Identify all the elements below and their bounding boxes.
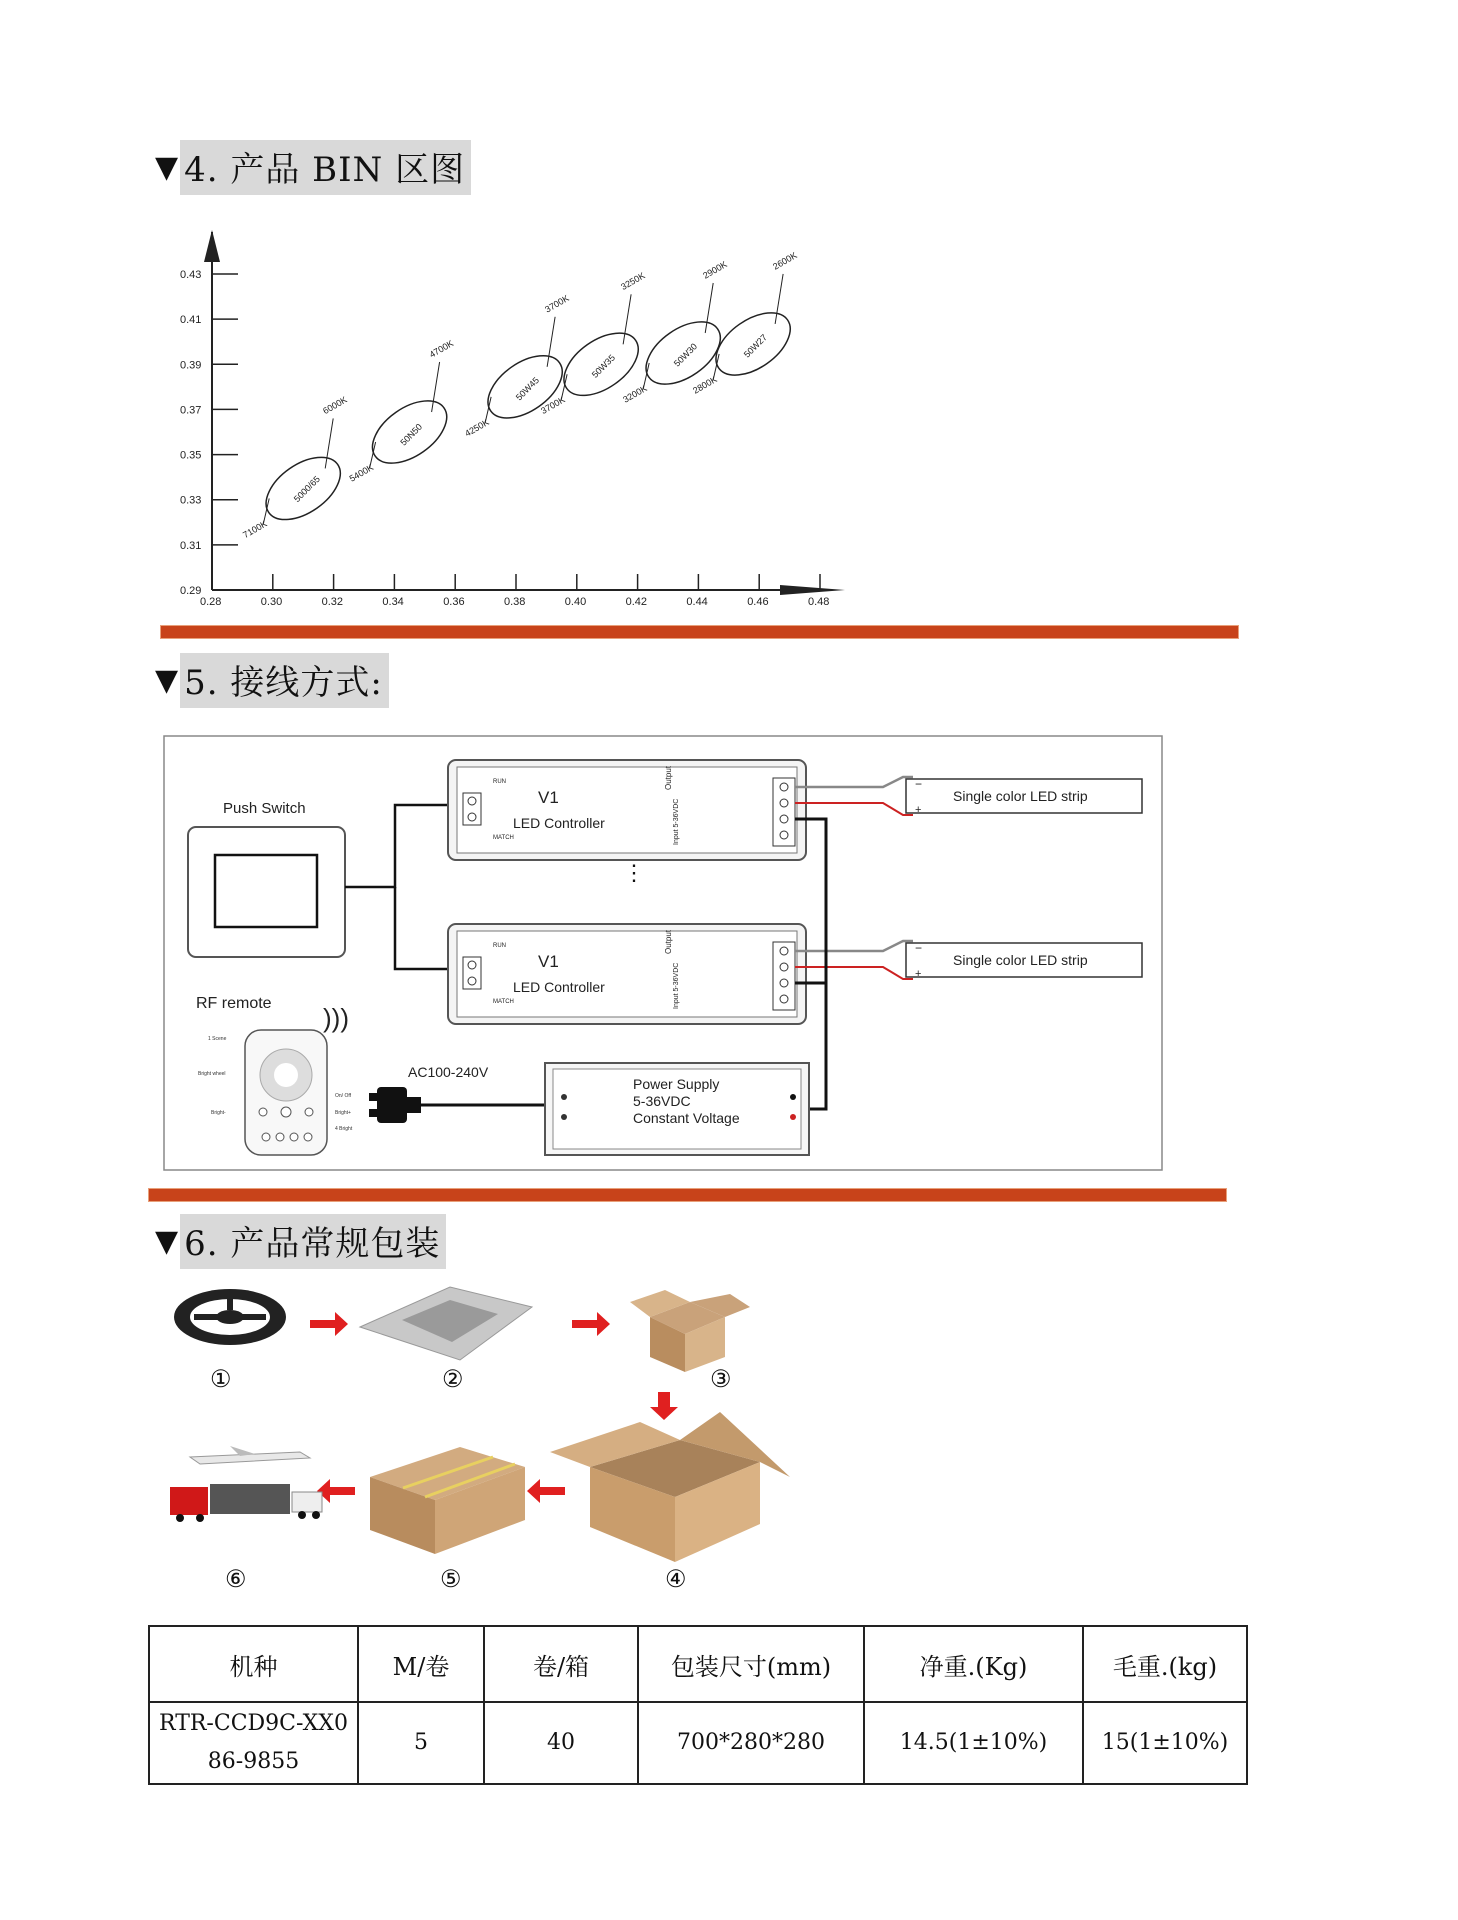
push-switch-button — [215, 855, 317, 927]
triangle-bullet-icon: ▼ — [155, 662, 179, 698]
table-header-row — [149, 1626, 1247, 1702]
rf-remote-label: RF remote — [196, 995, 272, 1012]
bin-upper-leader — [432, 362, 440, 412]
section-5-label: 5. 接线方式: — [180, 653, 389, 708]
wireless-signal-icon: ))) — [323, 1003, 349, 1033]
bin-lower-cct: 3200K — [621, 383, 649, 405]
cell-model — [149, 1702, 358, 1784]
outer-carton-open-icon — [550, 1412, 790, 1562]
svg-text:Input 5-36VDC: Input 5-36VDC — [673, 962, 680, 1009]
arrow-down-icon — [650, 1392, 678, 1420]
x-tick-label: 0.44 — [686, 596, 708, 608]
bin-label: 50W45 — [513, 375, 542, 403]
table-row — [149, 1702, 1247, 1784]
svg-text:RUN: RUN — [493, 943, 506, 949]
bin-label: 5000/65 — [291, 473, 322, 504]
step-number: ⑥ — [225, 1566, 247, 1593]
svg-text:Single color LED strip: Single color LED strip — [953, 788, 1088, 804]
shipping-logistics-icon — [170, 1446, 322, 1522]
antistatic-bag-icon — [360, 1287, 532, 1360]
model-line-2: 86-9855 — [207, 1749, 300, 1774]
power-supply — [545, 1063, 809, 1155]
cell-net-weight: 14.5(1±10%) — [864, 1702, 1083, 1784]
svg-text:Bright+: Bright+ — [335, 1110, 351, 1116]
svg-text:4 Bright: 4 Bright — [335, 1126, 353, 1132]
x-tick-label: 0.36 — [443, 596, 465, 608]
bin-upper-cct: 6000K — [321, 394, 349, 417]
y-tick-label: 0.33 — [180, 494, 202, 507]
led-strip-2 — [906, 941, 1142, 980]
bin-lower-cct: 4250K — [463, 416, 491, 439]
svg-text:V1: V1 — [538, 952, 559, 971]
wiring-diagram — [163, 735, 1163, 1171]
y-tick-label: 0.39 — [180, 359, 202, 372]
cell-m-per-roll: 5 — [358, 1702, 484, 1784]
outer-carton-sealed-icon — [370, 1447, 525, 1554]
model-line-1: RTR-CCD9C-XX0 — [159, 1711, 348, 1736]
svg-text:Input 5-36VDC: Input 5-36VDC — [673, 798, 680, 845]
x-tick-label: 0.40 — [564, 596, 587, 608]
bin-chart — [180, 220, 980, 620]
x-tick-label: 0.42 — [625, 596, 648, 608]
section-4-label: 4. 产品 BIN 区图 — [180, 140, 471, 195]
svg-text:+: + — [915, 804, 922, 816]
arrow-right-icon — [572, 1312, 610, 1336]
y-tick-label: 0.29 — [180, 585, 202, 597]
svg-text:MATCH: MATCH — [493, 999, 514, 1005]
push-switch-label: Push Switch — [223, 800, 306, 817]
ac-voltage-label: AC100-240V — [408, 1064, 489, 1080]
svg-text:5-36VDC: 5-36VDC — [633, 1093, 691, 1109]
bin-label: 50W30 — [671, 341, 700, 369]
svg-text:V1: V1 — [538, 788, 559, 807]
arrow-left-icon — [527, 1479, 565, 1503]
svg-text:Power Supply: Power Supply — [633, 1076, 720, 1092]
bin-upper-cct: 3250K — [619, 270, 647, 293]
svg-text:+: + — [915, 968, 922, 980]
svg-text:Constant Voltage: Constant Voltage — [633, 1110, 740, 1126]
step-number: ② — [442, 1366, 464, 1393]
x-tick-label: 0.48 — [808, 596, 830, 608]
bin-upper-leader — [325, 418, 333, 468]
ellipsis-dot: ⋮ — [623, 860, 645, 885]
bin-lower-cct: 2800K — [691, 374, 719, 396]
x-tick-label: 0.46 — [747, 596, 769, 608]
arrow-right-icon — [310, 1312, 348, 1336]
x-axis-arrow-icon — [780, 585, 845, 595]
svg-text:Output: Output — [664, 929, 673, 954]
x-tick-label: 0.34 — [382, 596, 404, 608]
col-header-model: 机种 — [149, 1626, 358, 1702]
svg-text:MATCH: MATCH — [493, 835, 514, 841]
x-tick-label: 0.38 — [504, 596, 526, 608]
svg-text:Single color LED strip: Single color LED strip — [953, 952, 1088, 968]
step-number: ④ — [665, 1566, 687, 1593]
bin-label: 50W35 — [589, 352, 618, 380]
bin-upper-cct: 4700K — [427, 338, 456, 360]
svg-text:Bright-: Bright- — [211, 1110, 226, 1116]
arrow-left-icon — [317, 1479, 355, 1503]
bin-upper-cct: 3700K — [543, 292, 571, 315]
bin-lower-cct: 3700K — [539, 394, 567, 417]
section-5-title — [155, 653, 389, 708]
y-tick-label: 0.43 — [180, 269, 202, 281]
y-tick-label: 0.41 — [180, 314, 202, 327]
svg-text:1 Scene: 1 Scene — [208, 1036, 227, 1042]
cell-package-size: 700*280*280 — [638, 1702, 864, 1784]
packaging-spec-table — [148, 1625, 1248, 1785]
svg-text:On/ Off: On/ Off — [335, 1093, 352, 1099]
led-reel-icon — [174, 1289, 286, 1345]
svg-text:Output: Output — [664, 765, 673, 790]
cell-rolls-per-box: 40 — [484, 1702, 638, 1784]
y-tick-label: 0.35 — [180, 449, 202, 462]
bin-lower-cct: 7100K — [241, 518, 269, 541]
packaging-illustration — [160, 1262, 800, 1602]
col-header-gross-weight: 毛重.(kg) — [1083, 1626, 1247, 1702]
y-axis-arrow-icon — [204, 230, 220, 262]
x-tick-label: 0.32 — [321, 596, 344, 608]
bin-upper-leader — [623, 294, 631, 344]
y-tick-label: 0.37 — [180, 404, 202, 417]
section-6-label: 6. 产品常规包装 — [180, 1214, 446, 1269]
triangle-bullet-icon: ▼ — [155, 1223, 179, 1259]
triangle-bullet-icon: ▼ — [155, 149, 179, 185]
col-header-net-weight: 净重.(Kg) — [864, 1626, 1083, 1702]
col-header-package-size: 包装尺寸(mm) — [638, 1626, 864, 1702]
divider-bar — [160, 625, 1239, 639]
svg-text:Bright wheel: Bright wheel — [198, 1071, 226, 1077]
bin-upper-cct: 2600K — [771, 250, 799, 272]
svg-text:−: − — [915, 941, 923, 955]
bin-upper-cct: 2900K — [701, 259, 729, 281]
svg-text:LED Controller: LED Controller — [513, 979, 605, 995]
col-header-m-per-roll: M/卷 — [358, 1626, 484, 1702]
svg-text:−: − — [915, 777, 923, 791]
cell-gross-weight: 15(1±10%) — [1083, 1702, 1247, 1784]
y-tick-label: 0.31 — [180, 539, 202, 552]
x-tick-label: 0.30 — [260, 596, 283, 608]
divider-bar — [148, 1188, 1227, 1202]
led-controller-2 — [448, 924, 806, 1024]
led-controller-1 — [448, 760, 806, 860]
bin-label: 50N50 — [398, 421, 425, 448]
svg-text:LED Controller: LED Controller — [513, 815, 605, 831]
step-number: ① — [210, 1366, 232, 1393]
step-number: ⑤ — [440, 1566, 462, 1593]
section-4-title — [155, 140, 471, 195]
bin-upper-leader — [705, 283, 713, 333]
inner-box-icon — [630, 1290, 750, 1372]
led-strip-1 — [906, 777, 1142, 816]
bin-label: 50W27 — [741, 332, 770, 360]
section-6-title — [155, 1214, 446, 1269]
bin-lower-cct: 5400K — [347, 462, 376, 484]
x-tick-label: 0.28 — [200, 596, 222, 608]
col-header-rolls-per-box: 卷/箱 — [484, 1626, 638, 1702]
step-number: ③ — [710, 1366, 732, 1393]
bin-upper-leader — [775, 274, 783, 324]
bin-upper-leader — [547, 317, 555, 367]
rf-remote — [245, 1030, 327, 1155]
svg-text:RUN: RUN — [493, 779, 506, 785]
